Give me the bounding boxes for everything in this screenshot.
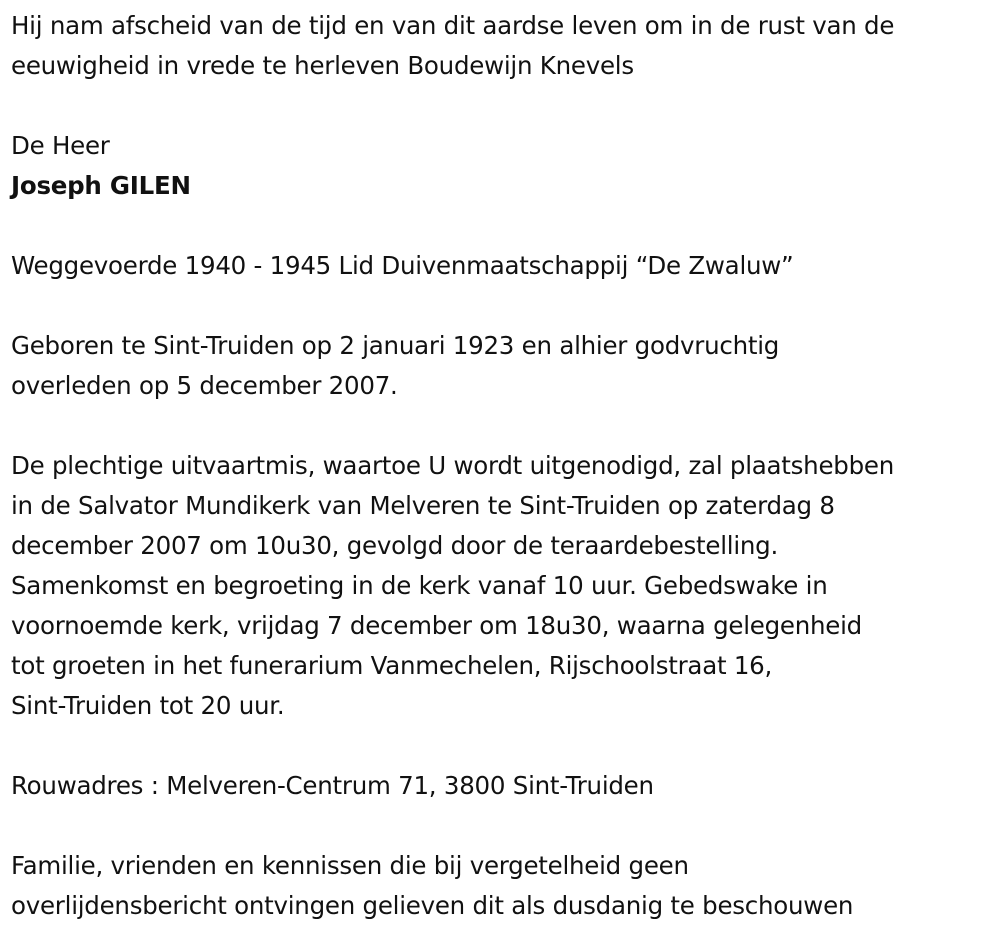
paragraph-gap [11, 286, 996, 326]
affiliation-line: Weggevoerde 1940 - 1945 Lid Duivenmaatschappij “De Zwaluw” [11, 251, 794, 280]
funeral-line: voornoemde kerk, vrijdag 7 december om 18u30, waarna gelegenheid [11, 611, 862, 640]
intro-line: Hij nam afscheid van de tijd en van dit aardse leven om in de rust van de [11, 11, 895, 40]
obituary-notice [11, 6, 996, 926]
closing-line: Familie, vrienden en kennissen die bij vergetelheid geen [11, 851, 689, 880]
intro-line: eeuwigheid in vrede te herleven Boudewijn Knevels [11, 51, 634, 80]
funeral-line: tot groeten in het funerarium Vanmechelen, Rijschoolstraat 16, [11, 651, 773, 680]
funeral-line: De plechtige uitvaartmis, waartoe U wordt uitgenodigd, zal plaatshebben [11, 451, 894, 480]
intro-paragraph [11, 6, 996, 86]
deceased-name: Joseph GILEN [11, 171, 191, 200]
funeral-line: Samenkomst en begroeting in de kerk vanaf 10 uur. Gebedswake in [11, 571, 828, 600]
paragraph-gap [11, 206, 996, 246]
funeral-line: december 2007 om 10u30, gevolgd door de teraardebestelling. [11, 531, 779, 560]
funeral-line: Sint-Truiden tot 20 uur. [11, 691, 285, 720]
birth-death-line: Geboren te Sint-Truiden op 2 januari 1923 en alhier godvruchtig [11, 331, 780, 360]
paragraph-gap [11, 86, 996, 126]
funeral-paragraph [11, 446, 996, 726]
closing-line: overlijdensbericht ontvingen gelieven dit als dusdanig te beschouwen [11, 891, 854, 920]
birth-death-paragraph [11, 326, 996, 406]
salutation: De Heer [11, 131, 110, 160]
paragraph-gap [11, 726, 996, 766]
mourning-address: Rouwadres : Melveren-Centrum 71, 3800 Sint-Truiden [11, 771, 654, 800]
funeral-line: in de Salvator Mundikerk van Melveren te Sint-Truiden op zaterdag 8 [11, 491, 835, 520]
closing-paragraph [11, 846, 996, 926]
paragraph-gap [11, 806, 996, 846]
paragraph-gap [11, 406, 996, 446]
birth-death-line: overleden op 5 december 2007. [11, 371, 398, 400]
